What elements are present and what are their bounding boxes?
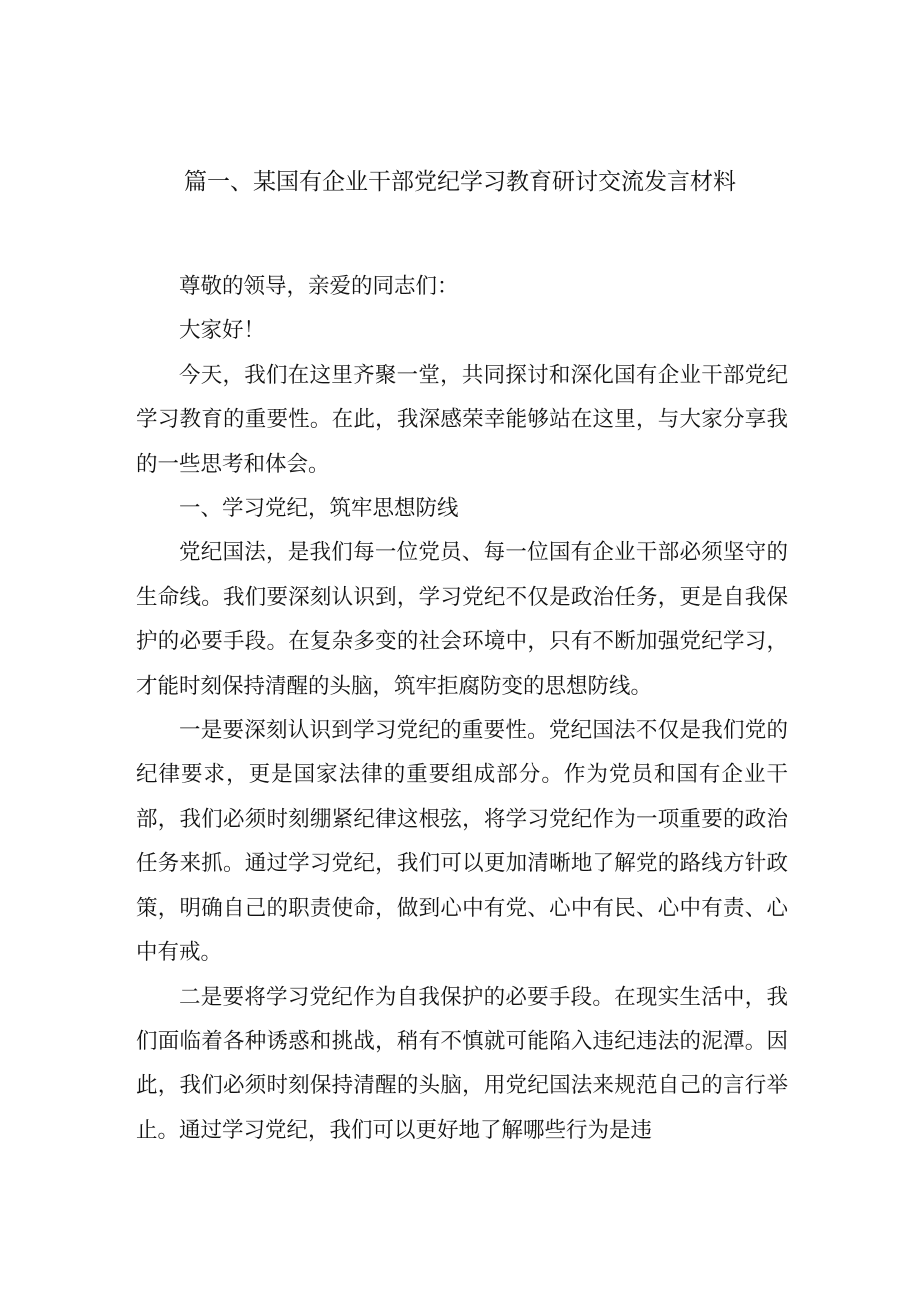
body-paragraph: 二是要将学习党纪作为自我保护的必要手段。在现实生活中，我们面临着各种诱惑和挑战，稍有不慎就可能陷入违纪违法的泥潭。因此，我们必须时刻保持清醒的头脑，用党纪国法来规范自己的言行举止。通过学习党纪，我们可以更好地了解哪些行为是违 bbox=[136, 984, 788, 1143]
greeting: 大家好！ bbox=[179, 318, 266, 344]
body-paragraph: 一是要深刻认识到学习党纪的重要性。党纪国法不仅是我们党的纪律要求，更是国家法律的重要组成部分。作为党员和国有企业干部，我们必须时刻绷紧纪律这根弦，将学习党纪作为一项重要的政治任务来抓。通过学习党纪，我们可以更加清晰地了解党的路线方针政策，明确自己的职责使命，做到心中有党、心中有民、心中有责、心中有戒。 bbox=[136, 718, 788, 966]
section-heading: 一、学习党纪，筑牢思想防线 bbox=[179, 496, 459, 522]
document-title: 篇一、某国有企业干部党纪学习教育研讨交流发言材料 bbox=[184, 169, 736, 195]
body-paragraph: 党纪国法，是我们每一位党员、每一位国有企业干部必须坚守的生命线。我们要深刻认识到，学习党纪不仅是政治任务，更是自我保护的必要手段。在复杂多变的社会环境中，只有不断加强党纪学习，才能时刻保持清醒的头脑，筑牢拒腐防变的思想防线。 bbox=[136, 540, 788, 699]
intro-paragraph: 今天，我们在这里齐聚一堂，共同探讨和深化国有企业干部党纪学习教育的重要性。在此，我深感荣幸能够站在这里，与大家分享我的一些思考和体会。 bbox=[136, 362, 788, 477]
salutation: 尊敬的领导，亲爱的同志们： bbox=[179, 274, 459, 299]
document-body bbox=[136, 265, 788, 1153]
